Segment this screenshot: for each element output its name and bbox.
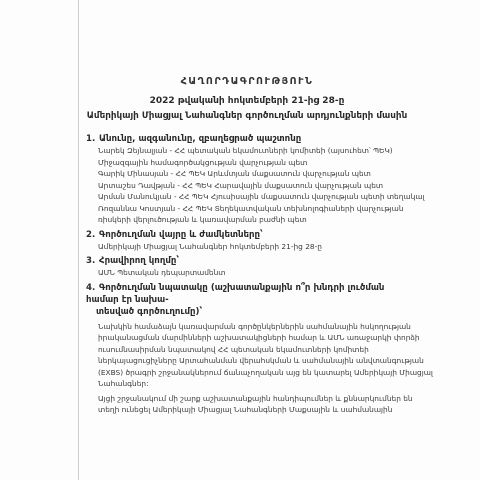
section-heading [86, 229, 408, 241]
document-date: 2022 թվականի հոկտեմբերի 21-ից 28-ը [149, 96, 345, 106]
section-heading [86, 282, 408, 306]
section-number: 4. [86, 282, 96, 293]
section-4 [86, 282, 433, 416]
section-line: Գարիկ Մինասյան - ՀՀ ՊԵԿ Արևմտյան մաքսատուն վարչության պետ [98, 169, 371, 178]
document-body [86, 76, 433, 419]
section-number: 3. [86, 256, 96, 266]
paragraph-line: տեղի ունեցել Ամերիկայի Միացյալ Նահանգների Մաքսային և սահմանային [98, 405, 393, 414]
document-subject: Ամերիկայի Միացյալ Նահանգներ գործուղման արդյունքների մասին [86, 111, 408, 121]
section-3 [86, 255, 408, 279]
section-heading-text: Անունը, ազգանունը, զբաղեցրած պաշտոնը [99, 134, 302, 144]
paragraph-line: (EXBS) ծրագրի շրջանակներում ճանաչողական այց են կատարել Ամերիկայի Միացյալ [98, 367, 433, 377]
paragraph-line: ուսումնասիրման նպատակով ՀՀ պետական եկամուտների կոմիտեի [98, 344, 369, 354]
section-heading [86, 255, 408, 267]
section-heading-text: Գործուղման վայրը և ժամկետները՝ [99, 229, 263, 240]
section-line: Միջազգային համագործակցության վարչության պետ [98, 157, 308, 167]
section-heading-continuation: տեսված գործուղումը)՝ [96, 306, 203, 317]
paragraph-line: իրականացման մարմինների աշխատակիցների համար և ԱՄՆ առաջարկի փորձի [98, 333, 420, 342]
section-line: Արտաշես Դավթյան - ՀՀ ՊԵԿ Հարավային մաքսատուն վարչության պետ [98, 180, 384, 190]
section-line: Ռոզաննա Կոստյան - ՀՀ ՊԵԿ Տեղեկատվական տեխնոլոգիաների վարչության [98, 203, 404, 213]
section-heading-text: Գործուղման նպատակը (աշխատանքային ո՞ր խնդրի լուծման համար էր նախա- [86, 282, 385, 305]
section-line: ռիսկերի վերլուծության և կառավարման բաժնի պետ [98, 215, 307, 224]
paragraph-line: Նահանգներ: [98, 379, 149, 388]
section-line: ԱՄՆ Պետական դեպարտամենտ [98, 268, 226, 277]
section-line: Նարեկ Զեյնալյան - ՀՀ պետական եկամուտների կոմիտեի (այսուհետ՝ ՊԵԿ) [98, 146, 393, 155]
section-2 [86, 229, 408, 253]
paragraph [86, 321, 433, 390]
paragraph-line: Նախկին համաձայն կառավարման գործընկերներին սահմանային հսկողության [98, 321, 411, 331]
page-margin-line [78, 0, 79, 480]
section-heading [86, 133, 408, 145]
document-title: ՀԱՂՈՐԴԱԳՐՈՒԹՅՈՒՆ [180, 76, 314, 87]
section-heading-text: Հրավիրող կողմը՝ [99, 256, 180, 266]
paragraph [86, 393, 413, 416]
section-number: 1. [86, 134, 96, 144]
paragraph-line: Այցի շրջանակում մի շարք աշխատանքային հանդիպումներ և քննարկումներ են [98, 393, 413, 403]
section-1 [86, 133, 425, 226]
section-line: Ամերիկայի Միացյալ Նահանգներ հոկտեմբերի 21-ից 28-ը [98, 241, 322, 251]
section-line: Արման Մանուկյան - ՀՀ ՊԵԿ Հյուսիսային մաքսատուն վարչության պետի տեղակալ [98, 192, 425, 201]
paragraph-line: ներկայացուցիչները Արտահանման վերահսկման և սահմանային անվտանգության [98, 356, 424, 365]
section-number: 2. [86, 229, 96, 240]
